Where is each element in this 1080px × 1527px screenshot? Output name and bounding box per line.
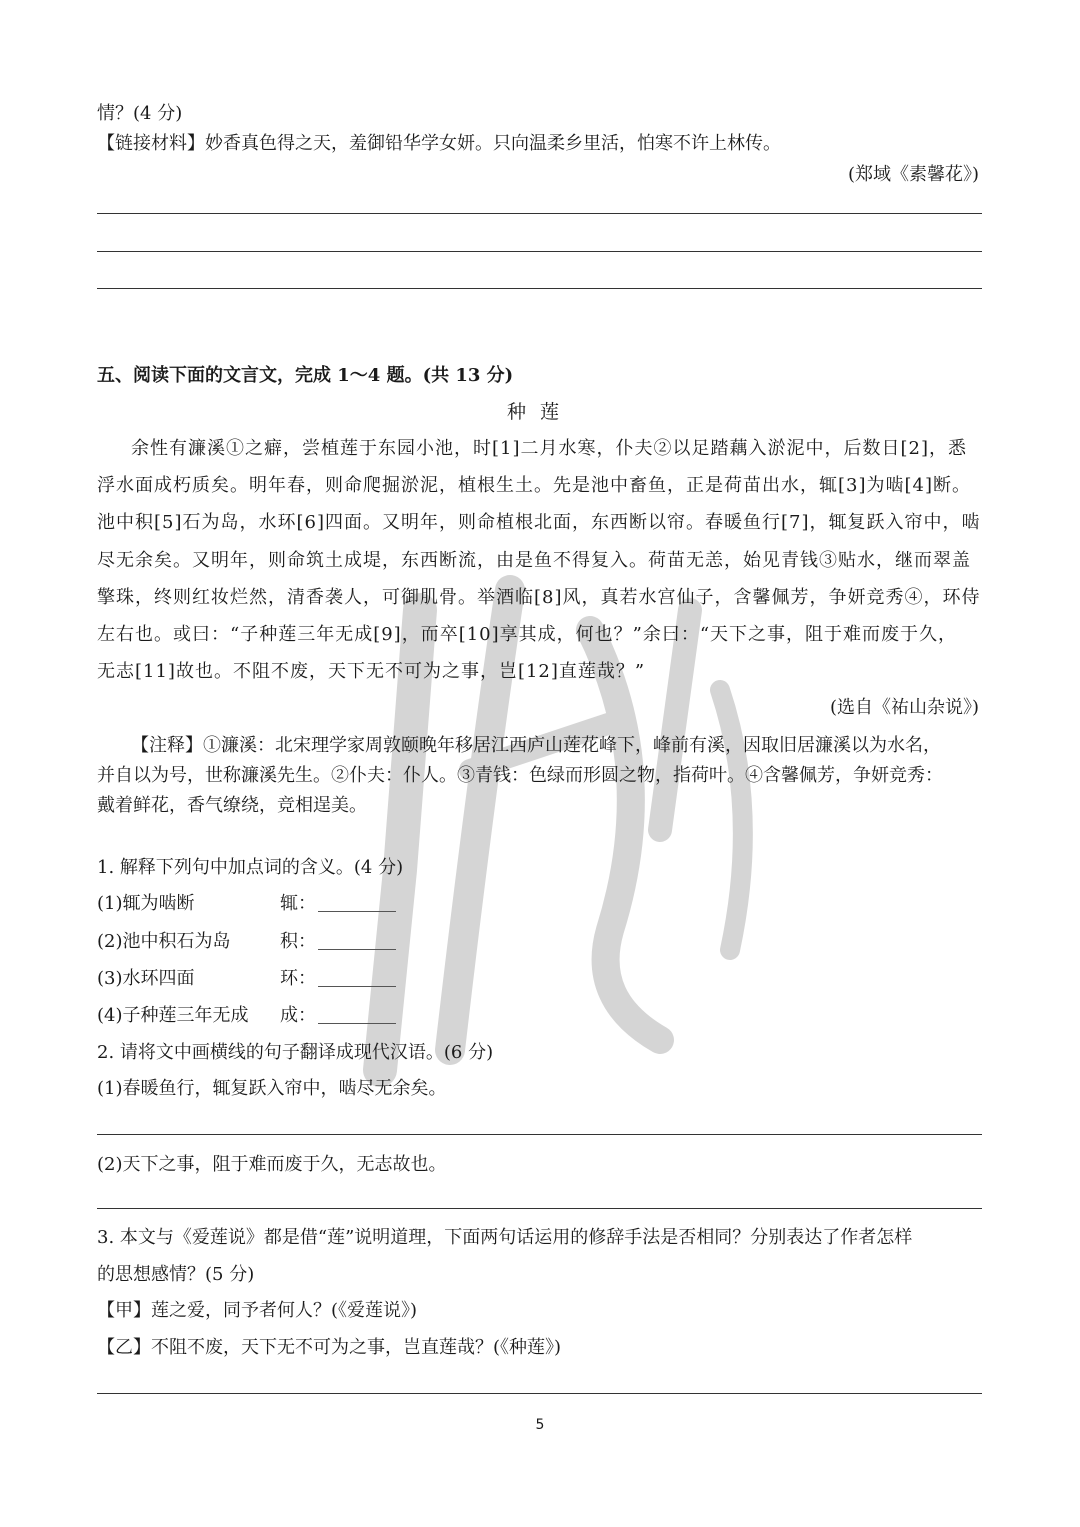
passage-line: 擎珠，终则红妆烂然，清香袭人，可御肌骨。举酒临[8]风，真若水宫仙子，含馨佩芳，争妍竞秀④，环侍 bbox=[97, 587, 981, 608]
q1-item-word: 积： bbox=[280, 931, 316, 952]
q1-prompt: 1. 解释下列句中加点词的含义。(4 分) bbox=[97, 857, 404, 878]
q3-jia: 【甲】莲之爱，同予者何人？(《爱莲说》) bbox=[97, 1300, 418, 1321]
q3-prompt-cont: 的思想感情？(5 分) bbox=[97, 1264, 255, 1285]
answer-blank[interactable] bbox=[318, 895, 396, 912]
q1-item-word: 辄： bbox=[280, 893, 316, 914]
passage-line: 浮水面成朽质矣。明年春，则命爬掘淤泥，植根生土。先是池中畜鱼，正是荷苗出水，辄[3]为啮[4]断。 bbox=[97, 475, 971, 496]
q1-item-sentence: (1)辄为啮断 bbox=[97, 893, 195, 914]
notes-line: 戴着鲜花，香气缭绕，竞相逞美。 bbox=[97, 795, 367, 816]
passage-line: 余性有濂溪①之癖，尝植莲于东园小池，时[1]二月水寒，仆夫②以足踏藕入淤泥中，后数日[2]，悉 bbox=[131, 438, 967, 459]
q1-item-word: 环： bbox=[280, 968, 316, 989]
passage-line: 池中积[5]石为岛，水环[6]四面。又明年，则命植根北面，东西断以帘。春暖鱼行[7]，辄复跃入帘中，啮 bbox=[97, 512, 981, 533]
q1-item-answer bbox=[280, 1003, 396, 1029]
q1-item-sentence: (2)池中积石为岛 bbox=[97, 931, 231, 952]
q2-prompt: 2. 请将文中画横线的句子翻译成现代汉语。(6 分) bbox=[97, 1042, 494, 1063]
page-number: 5 bbox=[535, 1417, 545, 1433]
passage-title: 种莲 bbox=[506, 401, 573, 423]
q1-item-word: 成： bbox=[280, 1005, 316, 1026]
passage-line: 左右也。或曰：“子种莲三年无成[9]，而卒[10]享其成，何也？”余曰：“天下之事，阻于难而废于久， bbox=[97, 624, 958, 645]
answer-line[interactable] bbox=[97, 1393, 982, 1394]
q1-item-sentence: (4)子种莲三年无成 bbox=[97, 1005, 249, 1026]
passage-line: 无志[11]故也。不阻不废，天下无不可为之事，岂[12]直莲哉？” bbox=[97, 661, 646, 682]
notes-line: 并自以为号，世称濂溪先生。②仆夫：仆人。③青钱：色绿而形圆之物，指荷叶。④含馨佩芳，争妍竞秀： bbox=[97, 765, 943, 786]
link-source: (郑域《素馨花》) bbox=[847, 164, 979, 185]
answer-line[interactable] bbox=[97, 1208, 982, 1209]
q1-item-answer bbox=[280, 891, 396, 917]
watermark-brush-strokes bbox=[360, 570, 780, 1090]
answer-blank[interactable] bbox=[318, 1007, 396, 1024]
q2-sentence-2: (2)天下之事，阻于难而废于久，无志故也。 bbox=[97, 1154, 447, 1175]
question-tail: 情？(4 分) bbox=[97, 103, 183, 124]
answer-line bbox=[97, 251, 982, 252]
q1-item-sentence: (3)水环四面 bbox=[97, 968, 195, 989]
q1-item-answer bbox=[280, 929, 396, 955]
q3-prompt: 3. 本文与《爱莲说》都是借“莲”说明道理，下面两句话运用的修辞手法是否相同？分别表达了作者怎样 bbox=[97, 1227, 913, 1248]
link-material: 【链接材料】妙香真色得之天，羞御铅华学女妍。只向温柔乡里活，怕寒不许上林传。 bbox=[97, 133, 781, 154]
answer-line bbox=[97, 213, 982, 214]
section-heading: 五、阅读下面的文言文，完成 1～4 题。(共 13 分) bbox=[97, 365, 514, 386]
notes-line: 【注释】①濂溪：北宋理学家周敦颐晚年移居江西庐山莲花峰下，峰前有溪，因取旧居濂溪以为水名， bbox=[131, 735, 941, 756]
passage-source: (选自《祐山杂说》) bbox=[829, 697, 979, 718]
q1-item-answer bbox=[280, 966, 396, 992]
answer-blank[interactable] bbox=[318, 933, 396, 950]
answer-line bbox=[97, 288, 982, 289]
answer-line[interactable] bbox=[97, 1134, 982, 1135]
answer-blank[interactable] bbox=[318, 970, 396, 987]
passage-line: 尽无余矣。又明年，则命筑土成堤，东西断流，由是鱼不得复入。荷苗无恙，始见青钱③贴水，继而翠盖 bbox=[97, 550, 971, 571]
q3-yi: 【乙】不阻不废，天下无不可为之事，岂直莲哉？(《种莲》) bbox=[97, 1337, 562, 1358]
q2-sentence-1: (1)春暖鱼行，辄复跃入帘中，啮尽无余矣。 bbox=[97, 1078, 447, 1099]
